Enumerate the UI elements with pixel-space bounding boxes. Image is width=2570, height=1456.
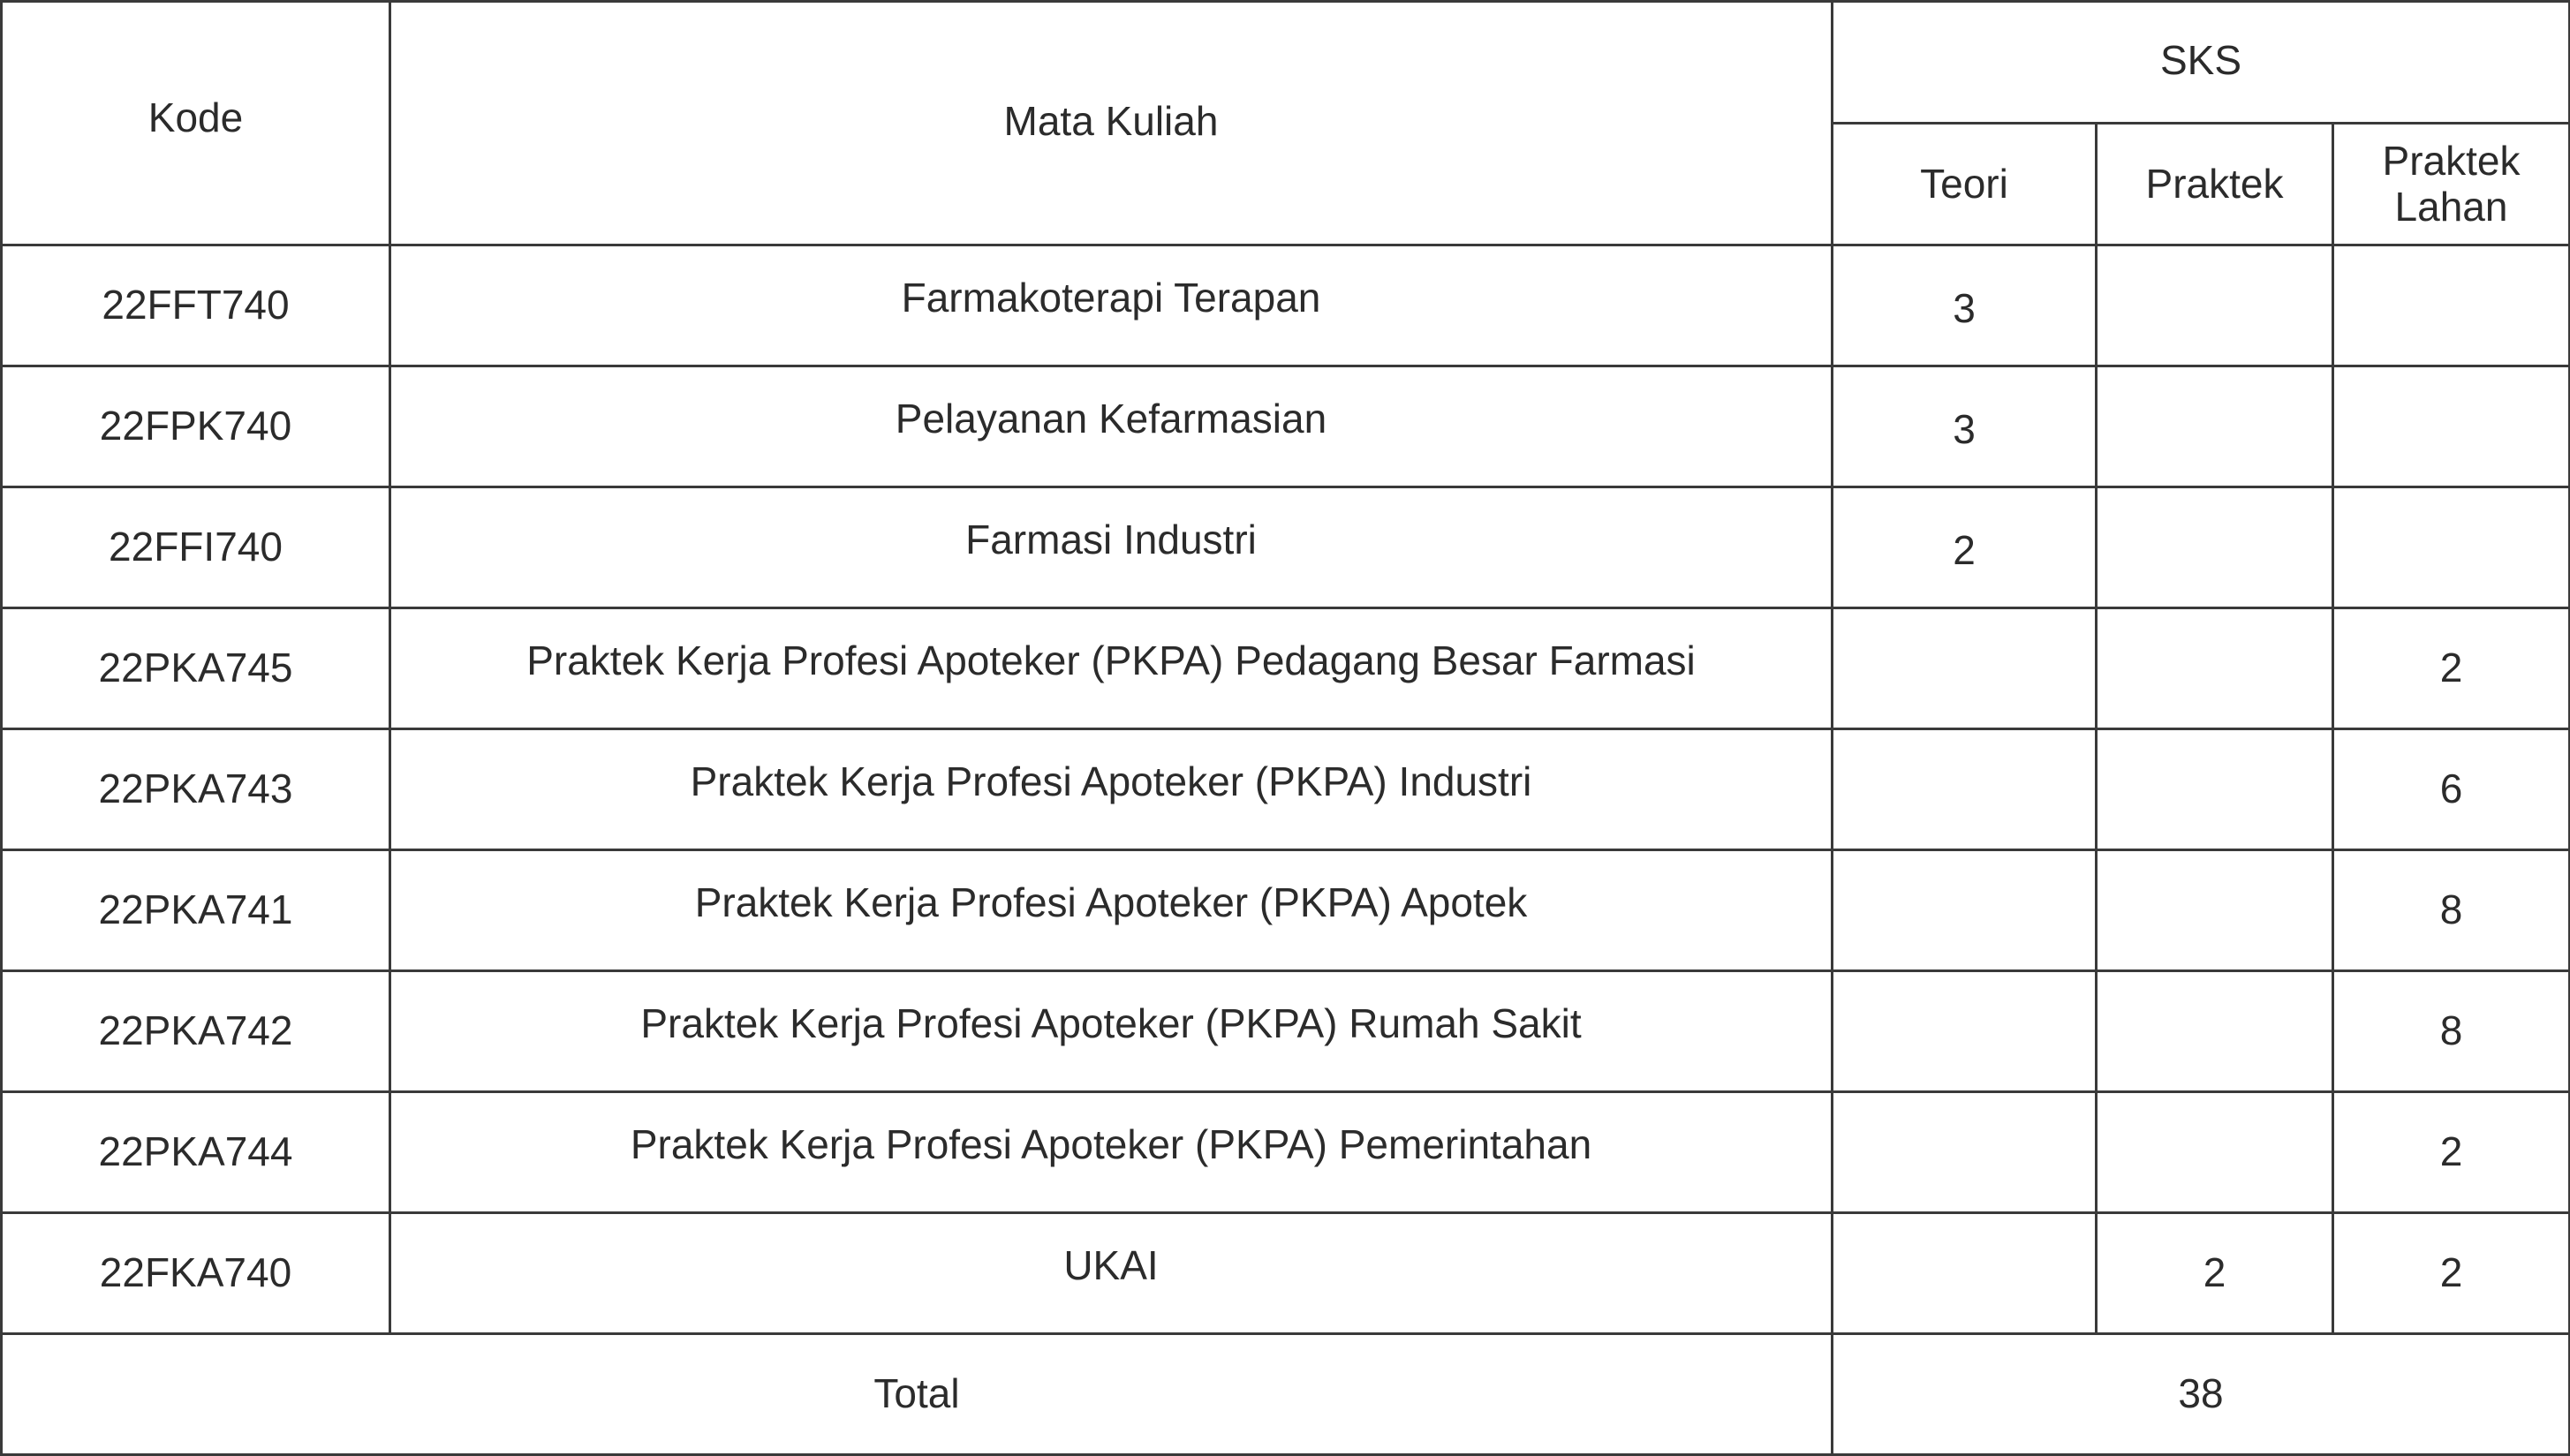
cell-praktek: [2097, 729, 2333, 850]
cell-praktek: [2097, 487, 2333, 608]
course-name: Farmasi Industri: [965, 517, 1257, 563]
cell-teori: [1833, 1092, 2097, 1213]
course-name: Farmakoterapi Terapan: [901, 275, 1321, 321]
cell-teori: [1833, 245, 2097, 366]
cell-teori: [1833, 729, 2097, 850]
cell-teori: [1833, 971, 2097, 1092]
cell-mata-kuliah: [390, 850, 1833, 971]
header-praktek-lahan: Praktek Lahan: [2333, 124, 2570, 245]
header-mata-kuliah: Mata Kuliah: [390, 2, 1833, 245]
course-name: Praktek Kerja Profesi Apoteker (PKPA) Pemerintahan: [630, 1121, 1592, 1168]
course-name: UKAI: [1063, 1242, 1159, 1289]
table-body: [2, 245, 2570, 1334]
cell-kode: 22FFT740: [2, 245, 390, 366]
cell-praktek: [2097, 971, 2333, 1092]
cell-teori: [1833, 850, 2097, 971]
cell-praktek-lahan: 8: [2333, 850, 2570, 971]
header-sks: SKS: [1833, 2, 2570, 124]
course-name: Praktek Kerja Profesi Apoteker (PKPA) Pedagang Besar Farmasi: [526, 637, 1696, 684]
course-name: Praktek Kerja Profesi Apoteker (PKPA) Apotek: [694, 879, 1528, 926]
cell-mata-kuliah: [390, 366, 1833, 487]
cell-praktek: [2097, 850, 2333, 971]
table-row: [2, 1213, 2570, 1334]
cell-teori: [1833, 1213, 2097, 1334]
cell-mata-kuliah: [390, 245, 1833, 366]
table-row: [2, 850, 2570, 971]
cell-praktek: [2097, 245, 2333, 366]
teori-value: 3: [1953, 285, 1976, 332]
total-row: [2, 1334, 2570, 1455]
cell-praktek-lahan: 6: [2333, 729, 2570, 850]
header-kode: Kode: [2, 2, 390, 245]
header-teori: Teori: [1833, 124, 2097, 245]
cell-praktek-lahan: 2: [2333, 1213, 2570, 1334]
cell-mata-kuliah: [390, 1092, 1833, 1213]
header-praktek: Praktek: [2097, 124, 2333, 245]
cell-kode: 22PKA743: [2, 729, 390, 850]
cell-praktek-lahan: [2333, 366, 2570, 487]
cell-kode: 22PKA744: [2, 1092, 390, 1213]
total-value: 38: [1833, 1334, 2570, 1455]
course-name: Praktek Kerja Profesi Apoteker (PKPA) Industri: [690, 758, 1532, 805]
cell-kode: 22PKA745: [2, 608, 390, 729]
table-row: [2, 971, 2570, 1092]
cell-kode: 22FFI740: [2, 487, 390, 608]
table-row: [2, 366, 2570, 487]
cell-praktek-lahan: 2: [2333, 1092, 2570, 1213]
cell-mata-kuliah: [390, 971, 1833, 1092]
cell-teori: [1833, 608, 2097, 729]
cell-praktek: [2097, 366, 2333, 487]
cell-teori: [1833, 366, 2097, 487]
cell-mata-kuliah: [390, 487, 1833, 608]
cell-praktek-lahan: 8: [2333, 971, 2570, 1092]
total-label: Total: [2, 1334, 1833, 1455]
cell-kode: 22PKA742: [2, 971, 390, 1092]
cell-kode: 22PKA741: [2, 850, 390, 971]
cell-praktek-lahan: 2: [2333, 608, 2570, 729]
cell-praktek-lahan: [2333, 487, 2570, 608]
cell-mata-kuliah: [390, 729, 1833, 850]
cell-teori: [1833, 487, 2097, 608]
cell-praktek: [2097, 1092, 2333, 1213]
teori-value: 3: [1953, 406, 1976, 453]
cell-kode: 22FPK740: [2, 366, 390, 487]
cell-mata-kuliah: [390, 1213, 1833, 1334]
table-row: [2, 245, 2570, 366]
table-row: [2, 608, 2570, 729]
table-row: [2, 729, 2570, 850]
cell-praktek-lahan: [2333, 245, 2570, 366]
table-row: [2, 487, 2570, 608]
table-row: [2, 1092, 2570, 1213]
cell-mata-kuliah: [390, 608, 1833, 729]
header-row-top: [2, 2, 2570, 124]
course-name: Praktek Kerja Profesi Apoteker (PKPA) Rumah Sakit: [640, 1000, 1582, 1047]
course-name: Pelayanan Kefarmasian: [895, 396, 1327, 442]
teori-value: 2: [1953, 527, 1976, 574]
cell-kode: 22FKA740: [2, 1213, 390, 1334]
cell-praktek: [2097, 608, 2333, 729]
cell-praktek: 2: [2097, 1213, 2333, 1334]
